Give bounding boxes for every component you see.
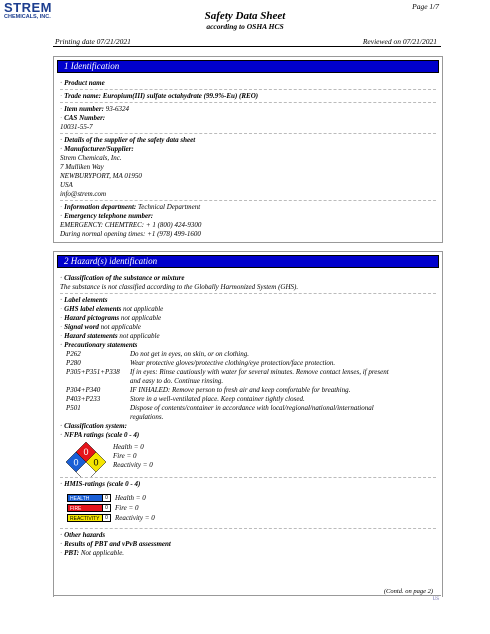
statement-code: P304+P340 [66, 386, 101, 394]
section-2-heading: 2 Hazard(s) identification [57, 255, 439, 268]
cas-number-label: · CAS Number: [60, 114, 106, 122]
continued-note: (Contd. on page 2) [383, 588, 433, 595]
statement-text: IF INHALED: Remove person to fresh air and keep comfortable for breathing. [130, 386, 351, 394]
manufacturer-label: · Manufacturer/Supplier: [60, 145, 134, 153]
hazard-pictograms: · Hazard pictograms not applicable [60, 314, 162, 322]
nfpa-health-value: 0 [73, 457, 79, 468]
statement-code: P280 [66, 359, 81, 367]
other-hazards: · Other hazards [60, 531, 106, 539]
information-department: · Information department: Technical Department [60, 203, 201, 211]
hmis-fire-bar: FIRE 0 [67, 504, 111, 512]
hmis-health-bar: HEALTH 0 [67, 494, 111, 502]
locale-tag: US [432, 597, 439, 602]
statement-code: P305+P351+P338 [66, 368, 120, 376]
reviewed-date: Reviewed on 07/21/2021 [362, 37, 437, 46]
divider [60, 477, 436, 478]
label-elements: · Label elements [60, 296, 108, 304]
pbt-value: · PBT: Not applicable. [60, 549, 125, 557]
hmis-health: Health = 0 [115, 494, 146, 502]
supplier-details: · Details of the supplier of the safety data sheet [60, 136, 196, 144]
statement-code: P501 [66, 404, 81, 412]
statement-text: If in eyes: Rinse cautiously with water for several minutes. Remove contact lenses, if present [130, 368, 389, 376]
precautionary-statements: · Precautionary statements [60, 341, 138, 349]
statement-code: P262 [66, 350, 81, 358]
address-line-3: NEWBURYPORT, MA 01950 [60, 172, 142, 180]
classification-title: · Classification of the substance or mixture [60, 274, 185, 282]
section-hazards [53, 251, 443, 597]
email-link[interactable]: info@strem.com [60, 190, 107, 198]
statement-text: Store in a well-ventilated place. Keep container tightly closed. [130, 395, 305, 403]
nfpa-fire-value: 0 [83, 447, 89, 457]
nfpa-fire: Fire = 0 [113, 452, 137, 460]
divider [60, 200, 436, 201]
printing-date: Printing date 07/21/2021 [55, 37, 131, 46]
divider [60, 102, 436, 103]
signal-word: · Signal word not applicable [60, 323, 141, 331]
page-number: Page 1/7 [412, 2, 439, 11]
nfpa-diamond-icon [66, 441, 106, 477]
trade-name: · Trade name: Europium(III) sulfate octahydrate (99.9%-Eu) (REO) [60, 92, 259, 100]
hmis-fire: Fire = 0 [115, 504, 139, 512]
hmis-title: · HMIS-ratings (scale 0 - 4) [60, 480, 141, 488]
divider [60, 293, 436, 294]
hmis-reactivity: Reactivity = 0 [115, 514, 155, 522]
nfpa-title: · NFPA ratings (scale 0 - 4) [60, 431, 140, 439]
section-identification [53, 56, 443, 243]
logo-subtitle: CHEMICALS, INC. [4, 14, 51, 20]
statement-code: P403+P233 [66, 395, 101, 403]
statement-text: Do not get in eyes, on skin, or on clothing. [130, 350, 249, 358]
cas-number-value: 10031-55-7 [60, 123, 93, 131]
divider [60, 528, 436, 529]
emergency-line-2: During normal opening times: +1 (978) 499-1600 [60, 230, 201, 238]
hazard-statements: · Hazard statements not applicable [60, 332, 160, 340]
classification-system: · Classification system: [60, 422, 127, 430]
nfpa-reactivity: Reactivity = 0 [113, 461, 153, 469]
item-number: · Item number: 93-6324 [60, 105, 130, 113]
pbt-title: · Results of PBT and vPvB assessment [60, 540, 171, 548]
address-line-4: USA [60, 181, 73, 189]
logo-wordmark: STREM [4, 0, 52, 15]
document-title: Safety Data Sheet [204, 10, 286, 22]
header-divider [53, 46, 441, 47]
classification-text: The substance is not classified according to the Globally Harmonized System (GHS). [60, 283, 299, 291]
statement-text: Dispose of contents/container in accordance with local/regional/national/international [130, 404, 374, 412]
divider [60, 133, 436, 134]
statement-text: Wear protective gloves/protective clothing/eye protection/face protection. [130, 359, 336, 367]
product-name-label: · Product name [60, 79, 105, 87]
address-line-2: 7 Mulliken Way [60, 163, 104, 171]
divider [60, 89, 436, 90]
statement-text: and easy to do. Continue rinsing. [130, 377, 224, 385]
document-subtitle: according to OSHA HCS [206, 22, 284, 31]
emergency-line-1: EMERGENCY: CHEMTREC: + 1 (800) 424-9300 [60, 221, 202, 229]
address-line-1: Strem Chemicals, Inc. [60, 154, 122, 162]
nfpa-health: Health = 0 [113, 443, 144, 451]
footer-divider [53, 595, 441, 596]
section-1-heading: 1 Identification [57, 60, 439, 73]
emergency-label: · Emergency telephone number: [60, 212, 154, 220]
statement-text: regulations. [130, 413, 164, 421]
nfpa-reactivity-value: 0 [93, 457, 99, 468]
ghs-label-elements: · GHS label elements not applicable [60, 305, 164, 313]
hmis-reactivity-bar: REACTIVITY 0 [67, 514, 111, 522]
